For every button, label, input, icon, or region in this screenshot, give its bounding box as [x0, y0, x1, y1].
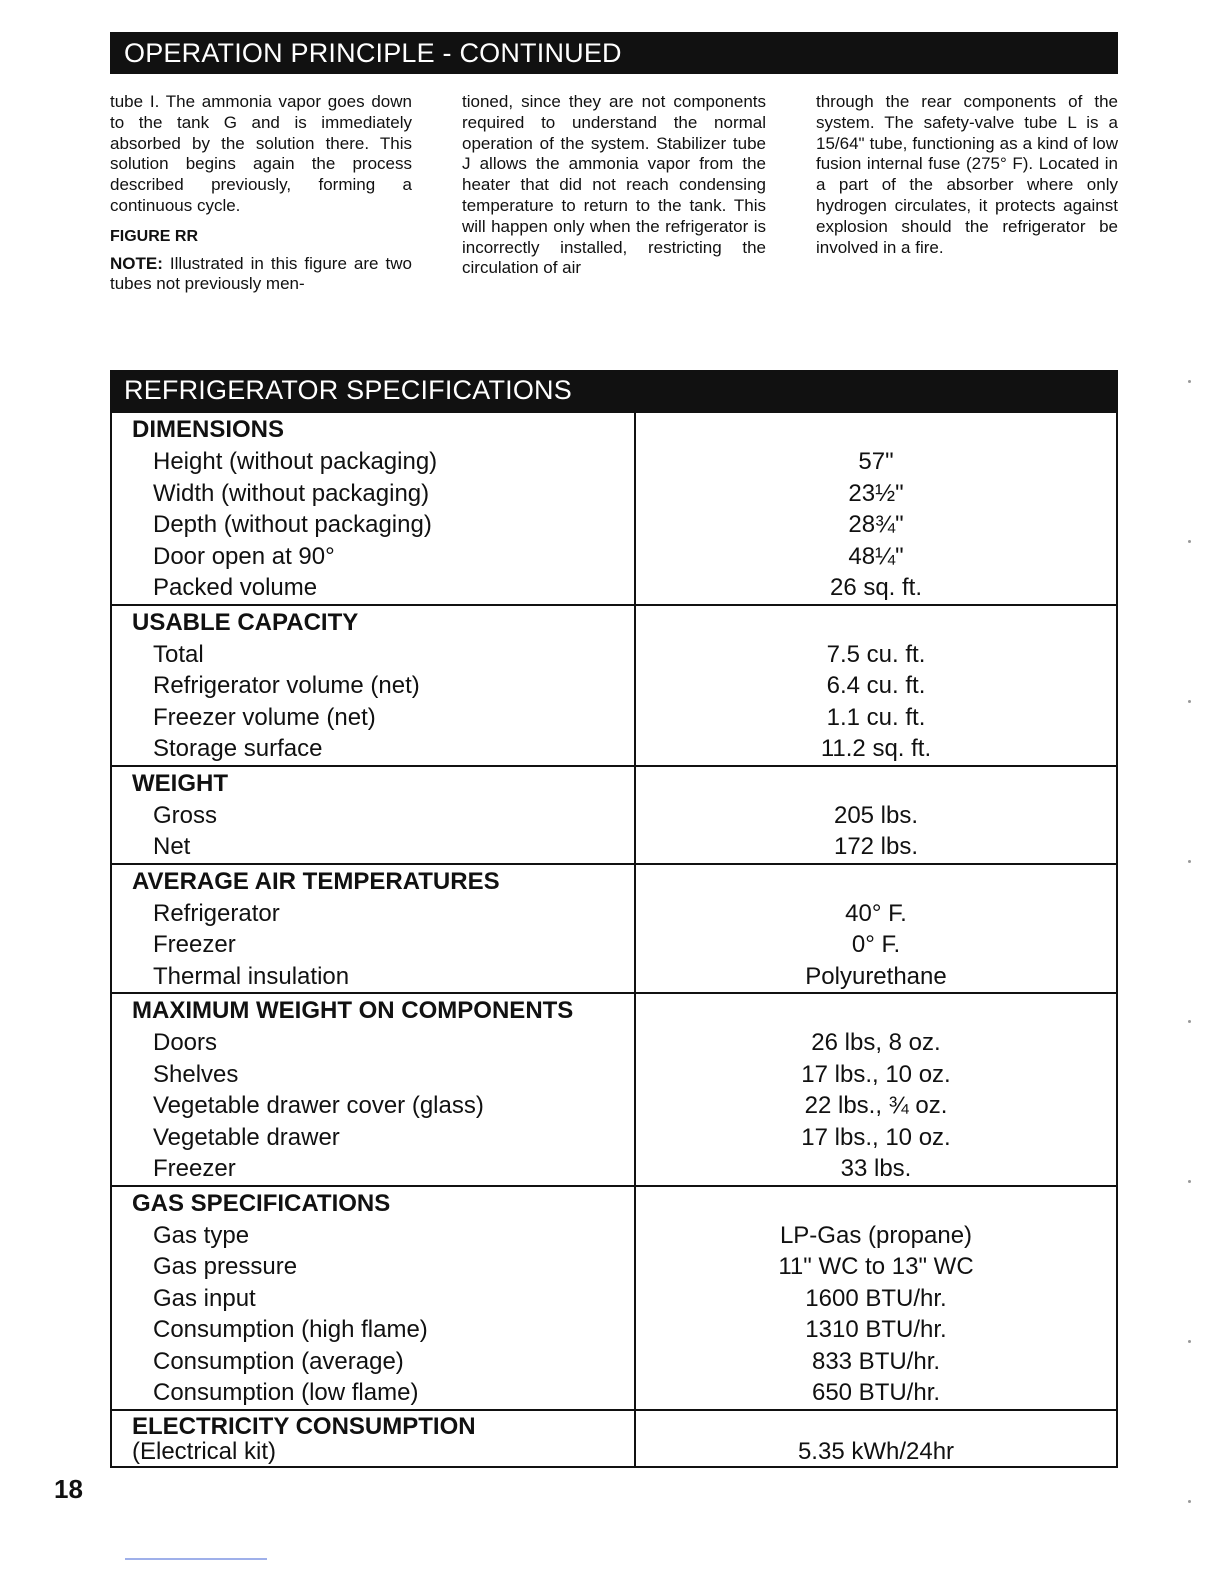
- spec-value: 23½": [848, 479, 904, 507]
- scan-artifact-line: [125, 1558, 267, 1560]
- spec-label: Consumption (average): [153, 1347, 404, 1375]
- value-cell: [635, 993, 1117, 1186]
- spec-value: Polyurethane: [805, 962, 947, 990]
- spec-value: 17 lbs., 10 oz.: [801, 1060, 951, 1088]
- spec-label: Packed volume: [153, 574, 318, 601]
- value-cell: [635, 766, 1117, 864]
- spec-value: 172 lbs.: [833, 833, 919, 860]
- note-paragraph: [110, 254, 412, 296]
- spec-label: Thermal insulation: [153, 962, 350, 990]
- spec-value: 1310 BTU/hr.: [805, 1316, 947, 1343]
- note-label: NOTE:: [110, 253, 163, 273]
- spec-label: Consumption (high flame): [153, 1316, 428, 1343]
- spec-label: Doors: [153, 1029, 218, 1056]
- note-text: Illustrated in this figure are two tubes not previously men-: [110, 253, 412, 294]
- page-number: 18: [54, 1474, 83, 1504]
- section-title: AVERAGE AIR TEMPERATURES: [132, 867, 500, 895]
- spec-label: Total: [153, 640, 204, 668]
- spec-label: Net: [153, 833, 191, 860]
- section-header-text: OPERATION PRINCIPLE - CONTINUED: [124, 37, 622, 68]
- spec-section-max-weight: [111, 993, 1117, 1186]
- spec-label: Width (without packaging): [153, 479, 430, 507]
- spec-value: 57": [858, 448, 894, 475]
- spec-label: Gross: [153, 801, 218, 829]
- spec-label: Gas pressure: [153, 1253, 298, 1280]
- label-cell: [111, 864, 635, 994]
- label-cell: [111, 993, 635, 1186]
- spec-value: 7.5 cu. ft.: [826, 640, 926, 668]
- value-cell: [635, 1186, 1117, 1410]
- spec-label: Refrigerator volume (net): [153, 672, 420, 699]
- section-title: USABLE CAPACITY: [132, 608, 359, 636]
- label-cell: [111, 1186, 635, 1410]
- value-cell: [635, 412, 1117, 605]
- spec-value: 17 lbs., 10 oz.: [801, 1123, 951, 1151]
- figure-label: FIGURE RR: [110, 227, 198, 245]
- section-title: ELECTRICITY CONSUMPTION: [132, 1412, 476, 1440]
- spec-value: 6.4 cu. ft.: [826, 672, 926, 699]
- spec-label: Gas type: [153, 1221, 250, 1249]
- scan-margin-dots: [1188, 380, 1194, 1510]
- spec-value: 11" WC to 13" WC: [778, 1253, 974, 1280]
- spec-value: 40° F.: [845, 899, 907, 927]
- spec-label: Vegetable drawer: [153, 1123, 340, 1151]
- spec-section-electricity: [111, 1410, 1117, 1467]
- spec-label: Consumption (low flame): [153, 1379, 419, 1406]
- spec-value: LP-Gas (propane): [779, 1221, 973, 1249]
- spec-label: (Electrical kit): [132, 1437, 277, 1465]
- spec-label: Refrigerator: [153, 899, 280, 927]
- spec-label: Depth (without packaging): [153, 511, 432, 538]
- label-cell: [111, 1410, 635, 1467]
- spec-section-temperatures: [111, 864, 1117, 994]
- spec-value: 0° F.: [851, 931, 901, 958]
- spec-section-capacity: [111, 605, 1117, 766]
- spec-value: 205 lbs.: [833, 801, 919, 829]
- paragraph: through the rear components of the system. The safety-valve tube L is a 15/64" tube, functioning as a kind of low fusion internal fuse (275° F). Located in a part of the absorber where only hydrogen circulates, it protects against explosion should the refrigerator be involved in a fire.: [816, 92, 1118, 257]
- section-header-operation: [110, 32, 1118, 74]
- paragraph: tube I. The ammonia vapor goes down to the tank G and is immediately absorbed by the solution there. This solution begins again the process described previously, forming a continuous cycle.: [110, 92, 412, 215]
- spec-value: 5.35 kWh/24hr: [797, 1437, 955, 1465]
- spec-label: Door open at 90°: [153, 542, 335, 570]
- spec-label: Storage surface: [153, 735, 323, 762]
- spec-value: 33 lbs.: [840, 1155, 912, 1182]
- spec-value: 26 lbs, 8 oz.: [811, 1029, 941, 1056]
- label-cell: [111, 412, 635, 605]
- section-title: MAXIMUM WEIGHT ON COMPONENTS: [132, 997, 574, 1024]
- text-column-2: [462, 92, 766, 279]
- text-column-1: [110, 92, 412, 295]
- paragraph: tioned, since they are not components required to understand the normal operation of the system. Stabilizer tube J allows the ammonia vapor from the heater that did not reach condensing temperature to return to the tank. This will happen only when the refrigerator is incorrectly installed, restricting the circulation of air: [462, 92, 766, 278]
- spec-value: 22 lbs., ¾ oz.: [804, 1092, 948, 1119]
- section-header-specifications: [110, 370, 1118, 411]
- specifications-table: [110, 411, 1118, 1468]
- value-cell: [635, 1410, 1117, 1467]
- section-title: GAS SPECIFICATIONS: [132, 1189, 391, 1217]
- spec-section-dimensions: [111, 412, 1117, 605]
- spec-value: 11.2 sq. ft.: [820, 735, 932, 762]
- spec-label: Shelves: [153, 1060, 239, 1088]
- label-cell: [111, 605, 635, 766]
- text-column-3: [816, 92, 1118, 258]
- spec-value: 1600 BTU/hr.: [805, 1284, 947, 1312]
- spec-value: 650 BTU/hr.: [811, 1379, 941, 1406]
- spec-value: 48¼": [848, 542, 904, 570]
- value-cell: [635, 864, 1117, 994]
- spec-label: Height (without packaging): [153, 448, 438, 475]
- spec-section-gas: [111, 1186, 1117, 1410]
- section-title: WEIGHT: [132, 769, 228, 797]
- spec-value: 833 BTU/hr.: [811, 1347, 941, 1375]
- spec-value: 28¾": [848, 511, 904, 538]
- spec-value: 26 sq. ft.: [829, 574, 923, 601]
- value-cell: [635, 605, 1117, 766]
- spec-label: Freezer: [153, 931, 236, 958]
- section-header-text: REFRIGERATOR SPECIFICATIONS: [124, 375, 572, 405]
- label-cell: [111, 766, 635, 864]
- spec-label: Vegetable drawer cover (glass): [153, 1092, 484, 1119]
- section-title: DIMENSIONS: [132, 416, 285, 443]
- spec-label: Freezer volume (net): [153, 703, 376, 731]
- spec-label: Gas input: [153, 1284, 256, 1312]
- spec-value: 1.1 cu. ft.: [826, 703, 926, 731]
- spec-label: Freezer: [153, 1155, 236, 1182]
- spec-section-weight: [111, 766, 1117, 864]
